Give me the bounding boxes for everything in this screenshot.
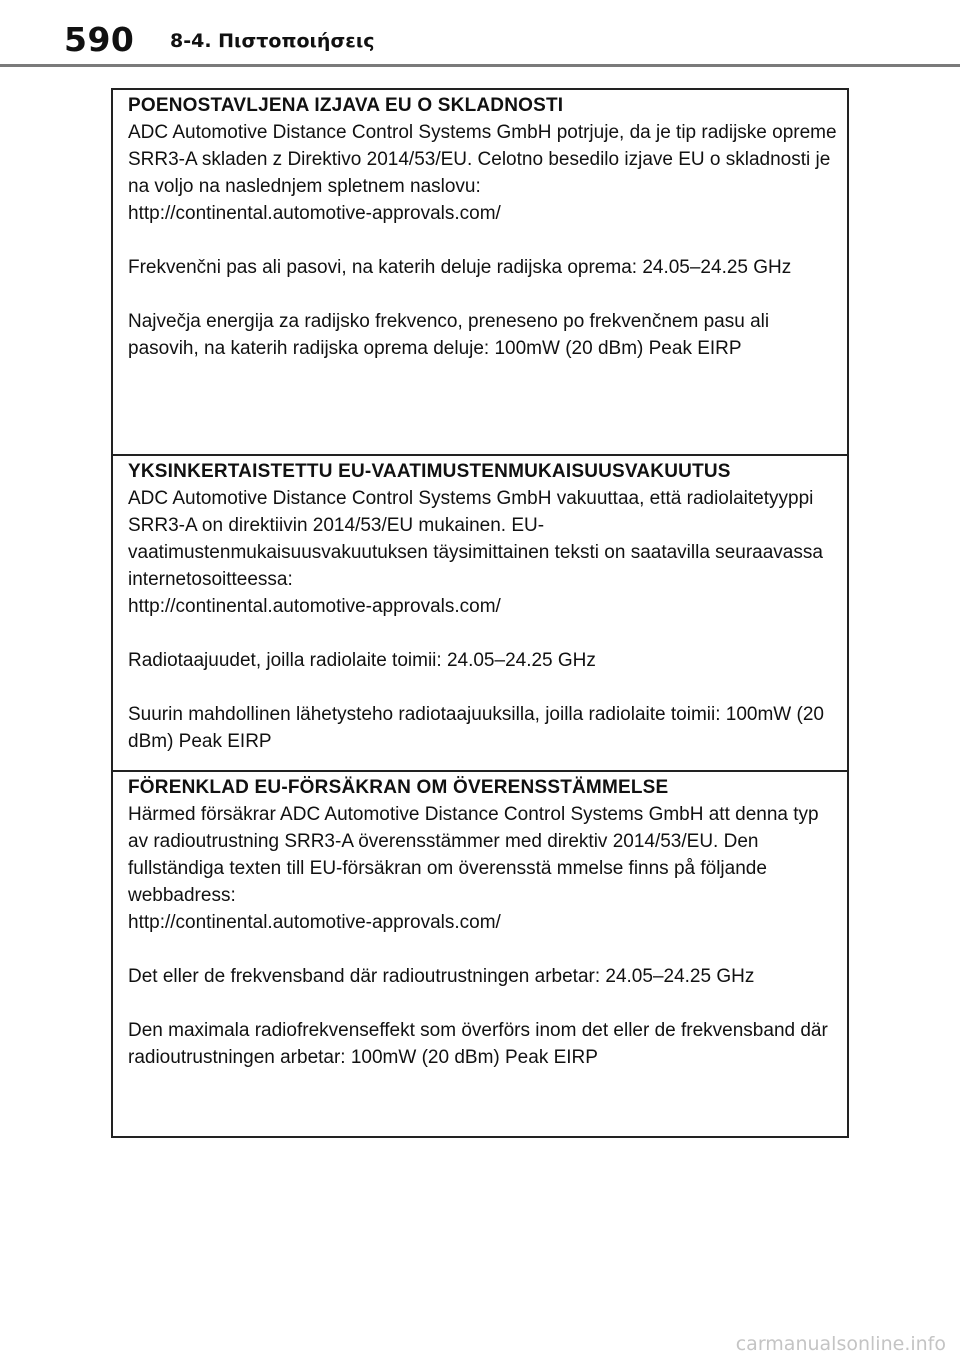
declaration-title: FÖRENKLAD EU-FÖRSÄKRAN OM ÖVERENSSTÄMMELSE xyxy=(128,777,669,798)
declarations-box xyxy=(111,88,849,1138)
declaration-statement-text: Härmed försäkrar ADC Automotive Distance Control Systems GmbH att denna typ av radioutrustning SRR3-A överensstämmer med direktiv 2014/53/EU. Den fullständiga texten till EU-försäkran om överensstä mmelse finns på följande webbadress: xyxy=(128,804,819,906)
declaration-url[interactable]: http://continental.automotive-approvals.com/ xyxy=(128,203,501,224)
page-header xyxy=(0,0,960,68)
declaration-power: Največja energija za radijsko frekvenco, preneseno po frekvenčnem pasu ali pasovih, na katerih radijska oprema deluje: 100mW (20 dBm) Peak EIRP xyxy=(128,311,770,359)
declaration-frequency: Radiotaajuudet, joilla radiolaite toimii: 24.05–24.25 GHz xyxy=(128,650,596,671)
declaration-statement xyxy=(128,485,837,620)
declaration-title: POENOSTAVLJENA IZJAVA EU O SKLADNOSTI xyxy=(128,95,564,116)
section-title: 8-4. Πιστοποιήσεις xyxy=(170,30,375,52)
declaration-statement-text: ADC Automotive Distance Control Systems GmbH vakuuttaa, että radiolaitetyyppi SRR3-A on direktiivin 2014/53/EU mukainen. EU-vaatimustenmukaisuusvakuutuksen täysimittainen teksti on saatavilla seuraavassa internetosoitteessa: xyxy=(128,488,823,590)
declaration-frequency: Frekvenčni pas ali pasovi, na katerih deluje radijska oprema: 24.05–24.25 GHz xyxy=(128,257,792,278)
page-number: 590 xyxy=(64,20,135,59)
declaration-statement xyxy=(128,801,837,936)
declaration-url[interactable]: http://continental.automotive-approvals.com/ xyxy=(128,596,501,617)
declaration-finnish xyxy=(113,454,847,770)
declaration-slovenian xyxy=(113,90,847,456)
declaration-title: YKSINKERTAISTETTU EU-VAATIMUSTENMUKAISUUSVAKUUTUS xyxy=(128,461,731,482)
declaration-power: Den maximala radiofrekvenseffekt som överförs inom det eller de frekvensband där radioutrustningen arbetar: 100mW (20 dBm) Peak EIRP xyxy=(128,1020,828,1068)
header-divider xyxy=(0,64,960,67)
declaration-power: Suurin mahdollinen lähetysteho radiotaajuuksilla, joilla radiolaite toimii: 100mW (20 dBm) Peak EIRP xyxy=(128,704,824,752)
declaration-statement xyxy=(128,119,837,227)
declaration-url[interactable]: http://continental.automotive-approvals.com/ xyxy=(128,912,501,933)
declaration-statement-text: ADC Automotive Distance Control Systems GmbH potrjuje, da je tip radijske opreme SRR3-A skladen z Direktivo 2014/53/EU. Celotno besedilo izjave EU o skladnosti je na voljo na naslednjem spletnem naslovu: xyxy=(128,122,837,197)
declaration-swedish xyxy=(113,770,847,1136)
declaration-frequency: Det eller de frekvensband där radioutrustningen arbetar: 24.05–24.25 GHz xyxy=(128,966,755,987)
watermark: carmanualsonline.info xyxy=(735,1333,946,1355)
